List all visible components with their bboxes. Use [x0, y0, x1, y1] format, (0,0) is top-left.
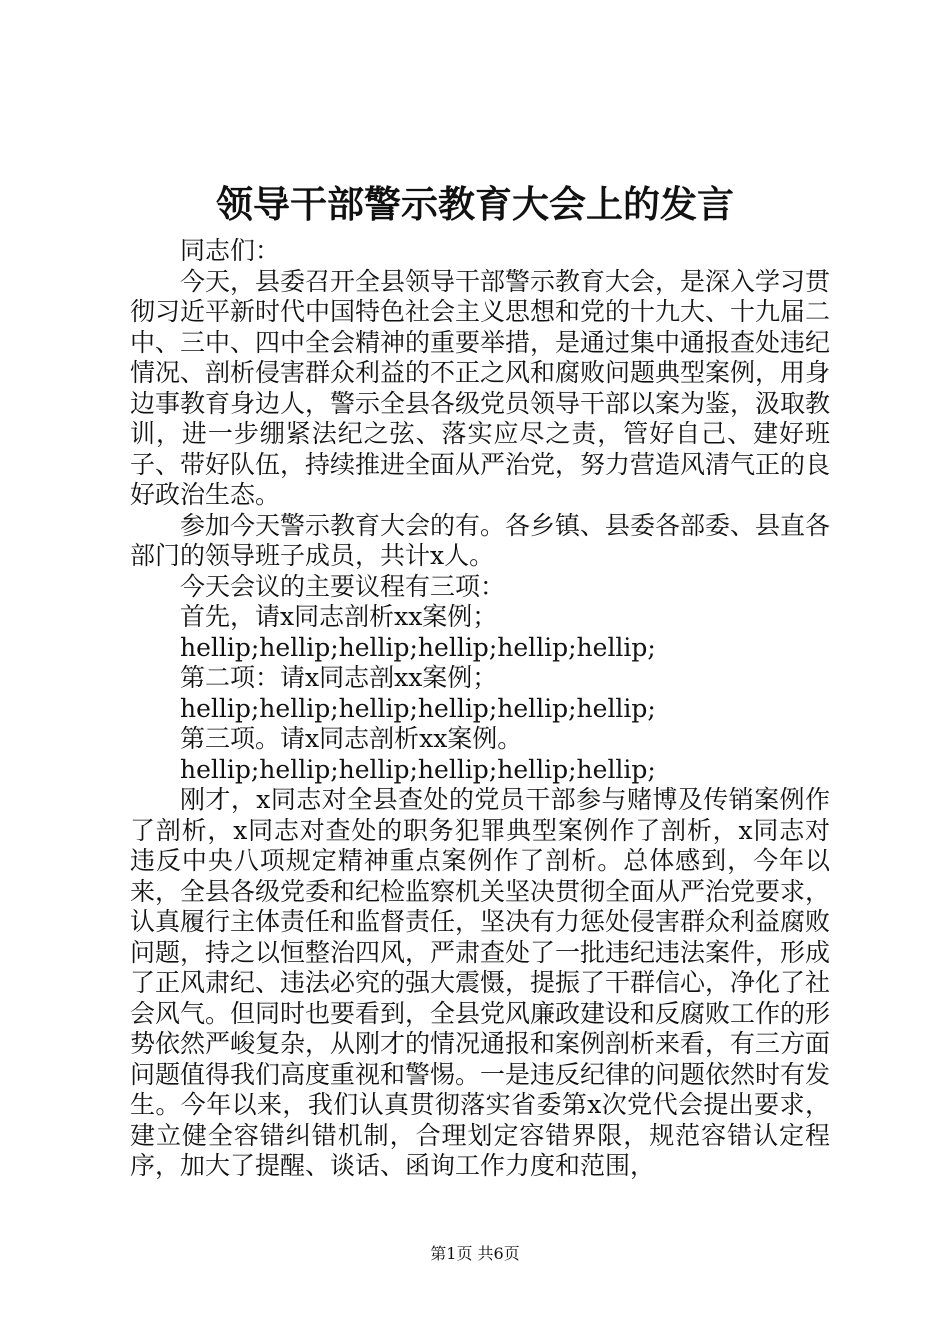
- paragraph-attendees: 参加今天警示教育大会的有。各乡镇、县委各部委、县直各部门的领导班子成员，共计x人。: [130, 510, 831, 570]
- paragraph-agenda-item-3: 第三项。请x同志剖析xx案例。: [180, 724, 523, 753]
- paragraph-summary: 刚才，x同志对全县查处的党员干部参与赌博及传销案例作了剖析，x同志对查处的职务犯罪典型案例作了剖析，x同志对违反中央八项规定精神重点案例作了剖析。总体感到，今年以来，全县各级党委和纪检监察机关坚决贯彻全面从严治党要求，认真履行主体责任和监督责任，坚决有力惩处侵害群众利益腐败问题，持之以恒整治四风，严肃查处了一批违纪违法案件，形成了正风肃纪、违法必究的强大震慑，提振了干群信心，净化了社会风气。但同时也要看到，全县党风廉政建设和反腐败工作的形势依然严峻复杂，从刚才的情况通报和案例剖析来看，有三方面问题值得我们高度重视和警惕。一是违反纪律的问题依然时有发生。今年以来，我们认真贯彻落实省委第x次党代会提出要求，建立健全容错纠错机制，合理划定容错界限，规范容错认定程序，加大了提醒、谈话、函询工作力度和范围，: [130, 785, 831, 1180]
- paragraph-ellipsis-3: hellip;hellip;hellip;hellip;hellip;hellip;: [180, 754, 656, 784]
- paragraph-agenda-item-2: 第二项：请x同志剖xx案例；: [180, 663, 498, 692]
- document-title: 领导干部警示教育大会上的发言: [216, 183, 734, 226]
- paragraph-ellipsis-2: hellip;hellip;hellip;hellip;hellip;hellip;: [180, 693, 656, 723]
- page-footer: 第1页 共6页: [430, 1244, 520, 1263]
- paragraph-agenda: 今天会议的主要议程有三项：: [180, 571, 506, 601]
- paragraph-agenda-item-1: 首先，请x同志剖析xx案例；: [180, 602, 498, 631]
- paragraph-salutation: 同志们：: [180, 236, 281, 265]
- paragraph-intro: 今天，县委召开全县领导干部警示教育大会，是深入学习贯彻习近平新时代中国特色社会主义思想和党的十九大、十九届二中、三中、四中全会精神的重要举措，是通过集中通报查处违纪情况、剖析侵害群众利益的不正之风和腐败问题典型案例，用身边事教育身边人，警示全县各级党员领导干部以案为鉴，汲取教训，进一步绷紧法纪之弦、落实应尽之责，管好自己、建好班子、带好队伍，持续推进全面从严治党，努力营造风清气正的良好政治生态。: [130, 266, 831, 509]
- document-body: [130, 236, 830, 1182]
- paragraph-ellipsis-1: hellip;hellip;hellip;hellip;hellip;hellip;: [180, 632, 656, 662]
